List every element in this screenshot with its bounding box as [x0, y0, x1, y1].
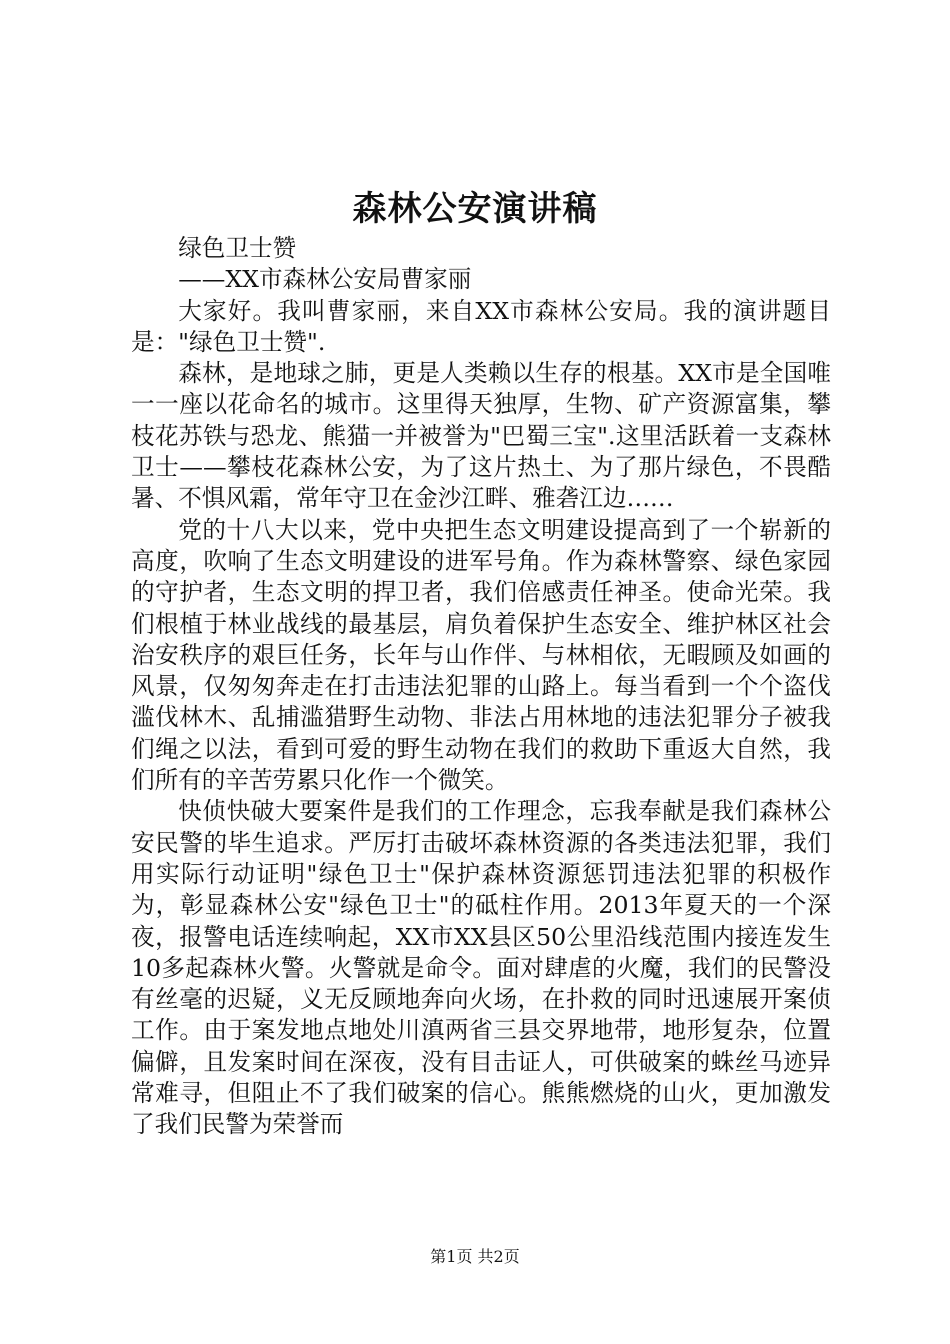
paragraph-subtitle: 绿色卫士赞	[178, 234, 297, 262]
document-title: 森林公安演讲稿	[352, 189, 598, 229]
paragraph-greeting: 大家好。我叫曹家丽，来自XX市森林公安局。我的演讲题目是："绿色卫士赞".	[131, 296, 831, 356]
page-footer: 第1页 共2页	[430, 1247, 520, 1266]
paragraph-case-work: 快侦快破大要案件是我们的工作理念，忘我奉献是我们森林公安民警的毕生追求。严厉打击破坏森林资源的各类违法犯罪，我们用实际行动证明"绿色卫士"保护森林资源惩罚违法犯罪的积极作为，彰显森林公安"绿色卫士"的砥柱作用。2013年夏天的一个深夜，报警电话连续响起，XX市XX县区50公里沿线范围内接连发生10多起森林火警。火警就是命令。面对肆虐的火魔，我们的民警没有丝毫的迟疑，义无反顾地奔向火场，在扑救的同时迅速展开案侦工作。由于案发地点地处川滇两省三县交界地带，地形复杂，位置偏僻，且发案时间在深夜，没有目击证人，可供破案的蛛丝马迹异常难寻，但阻止不了我们破案的信心。熊熊燃烧的山火，更加激发了我们民警为荣誉而	[131, 797, 831, 1139]
paragraph-forest: 森林，是地球之肺，更是人类赖以生存的根基。XX市是全国唯一一座以花命名的城市。这里得天独厚，生物、矿产资源富集，攀枝花苏铁与恐龙、熊猫一并被誉为"巴蜀三宝".这里活跃着一支森林卫士——攀枝花森林公安，为了这片热土、为了那片绿色，不畏酷暑、不惧风霜，常年守卫在金沙江畔、雅砻江边……	[131, 359, 831, 513]
paragraph-author: ——XX市森林公安局曹家丽	[178, 265, 472, 294]
document-body	[131, 233, 831, 1141]
paragraph-party-congress: 党的十八大以来，党中央把生态文明建设提高到了一个崭新的高度，吹响了生态文明建设的进军号角。作为森林警察、绿色家园的守护者，生态文明的捍卫者，我们倍感责任神圣。使命光荣。我们根植于林业战线的最基层，肩负着保护生态安全、维护林区社会治安秩序的艰巨任务，长年与山作伴、与林相依，无暇顾及如画的风景，仅匆匆奔走在打击违法犯罪的山路上。每当看到一个个盗伐滥伐林木、乱捕滥猎野生动物、非法占用林地的违法犯罪分子被我们绳之以法，看到可爱的野生动物在我们的救助下重返大自然，我们所有的辛苦劳累只化作一个微笑。	[131, 515, 831, 795]
